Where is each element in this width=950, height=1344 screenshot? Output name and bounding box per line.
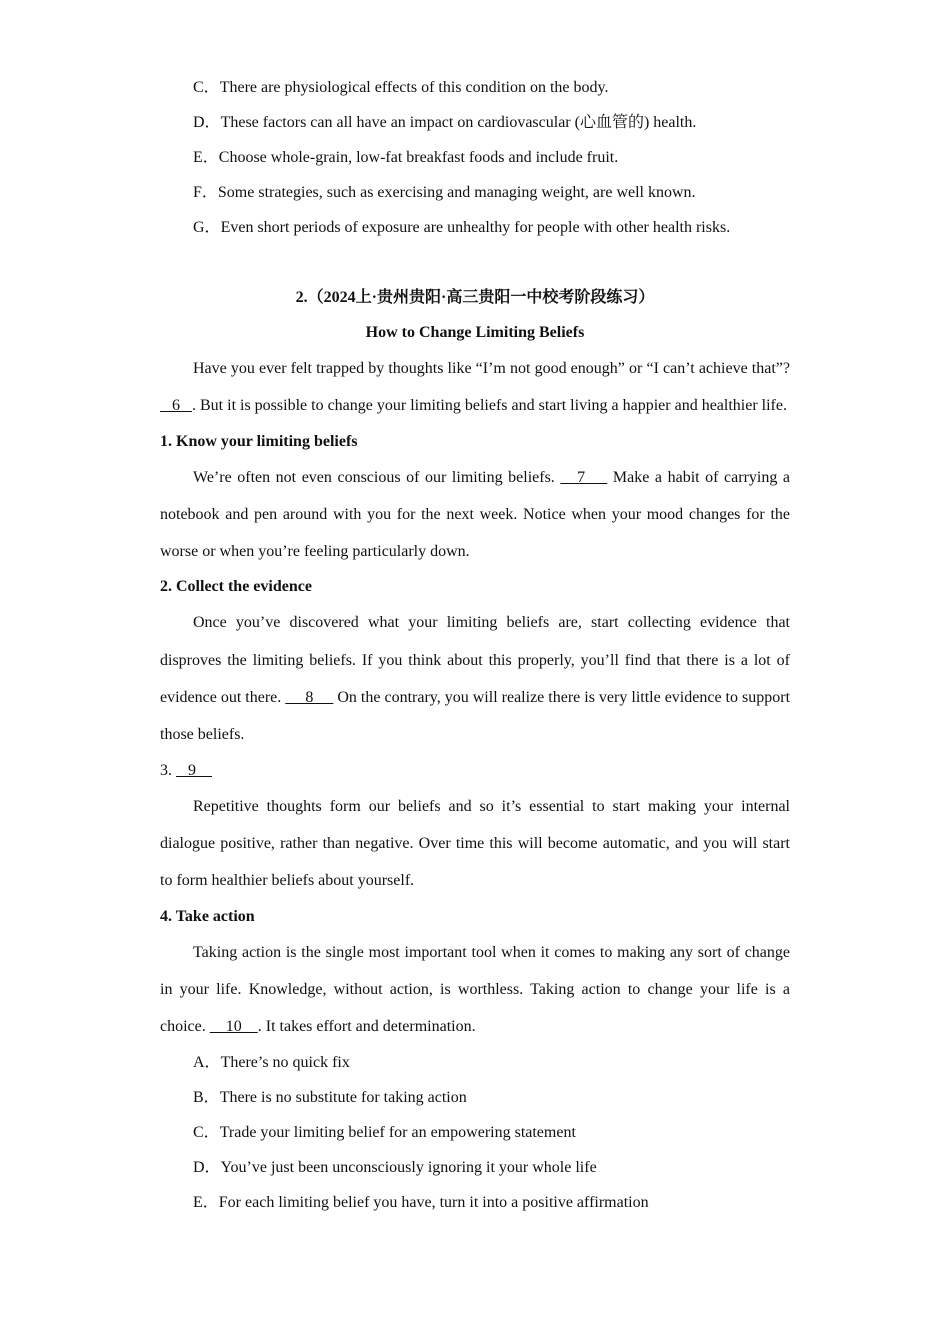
option-d: D．You’ve just been unconsciously ignoring it your whole life [193, 1159, 597, 1177]
section-paragraph-4: Taking action is the single most important tool when it comes to making any sort of change in your life. Knowledge, without action, is worthless. Taking action to change your life is a choice. 10 . It takes effort and determination. [160, 943, 790, 1036]
blank-8[interactable]: 8 [285, 689, 334, 707]
section-heading-3: 3. 9 [160, 761, 212, 779]
option-c: C．There are physiological effects of this condition on the body. [193, 79, 609, 96]
spacer [160, 245, 790, 280]
section-paragraph-3: Repetitive thoughts form our beliefs and so it’s essential to start making your internal dialogue positive, rather than negative. Over time this will become automatic, and you will start to form healthier beliefs about yourself. [160, 797, 790, 890]
option-b: B．There is no substitute for taking action [193, 1089, 467, 1107]
passage-title: How to Change Limiting Beliefs [365, 324, 585, 341]
blank-10[interactable]: 10 [209, 1018, 258, 1036]
option-a: A．There’s no quick fix [193, 1054, 350, 1072]
section-heading-4: 4. Take action [160, 907, 255, 925]
intro-paragraph: Have you ever felt trapped by thoughts like “I’m not good enough” or “I can’t achieve that”? 6 . But it is possible to change your limiting beliefs and start living a happier and healthier life. [160, 360, 790, 415]
question-source: 2.（2024上·贵州贵阳·高三贵阳一中校考阶段练习） [295, 289, 655, 306]
option-c: C．Trade your limiting belief for an empowering statement [193, 1124, 576, 1142]
section-heading-1: 1. Know your limiting beliefs [160, 432, 358, 450]
section-heading-2: 2. Collect the evidence [160, 578, 312, 596]
option-d: D．These factors can all have an impact on cardiovascular (心血管的) health. [193, 114, 697, 131]
blank-7[interactable]: 7 [560, 468, 608, 486]
question2-options [160, 1045, 790, 1220]
section-paragraph-2: Once you’ve discovered what your limiting beliefs are, start collecting evidence that disproves the limiting beliefs. If you think about this properly, you’ll find that there is a lot of evidence out there. 8 On the contrary, you will realize there is very little evidence to support those beliefs. [160, 614, 791, 744]
option-e: E．For each limiting belief you have, turn it into a positive affirmation [193, 1194, 649, 1212]
section-paragraph-1: We’re often not even conscious of our limiting beliefs. 7 Make a habit of carrying a notebook and pen around with you for the next week. Notice when your mood changes for the worse or when you’re feeling particularly down. [160, 468, 791, 561]
option-e: E．Choose whole-grain, low-fat breakfast foods and include fruit. [193, 149, 619, 166]
option-g: G．Even short periods of exposure are unhealthy for people with other health risks. [193, 219, 731, 236]
blank-6[interactable]: 6 [160, 397, 192, 415]
option-f: F．Some strategies, such as exercising and managing weight, are well known. [193, 184, 696, 201]
blank-9[interactable]: 9 [176, 761, 212, 779]
question1-options [160, 70, 790, 245]
document-page [160, 70, 790, 1220]
